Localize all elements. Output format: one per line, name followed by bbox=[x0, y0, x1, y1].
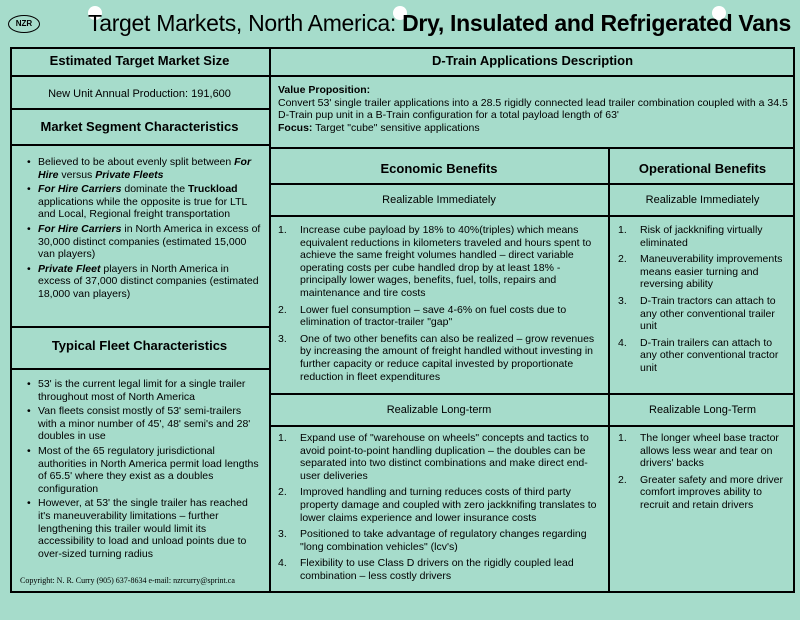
econ-longterm-item: Flexibility to use Class D drivers on the rigidly coupled lead combination – less costly drivers bbox=[300, 557, 574, 582]
divider bbox=[10, 326, 270, 328]
segment-list bbox=[22, 156, 262, 303]
oper-title: Operational Benefits bbox=[638, 161, 767, 176]
segment-item: • For Hire Carriers dominate the Truckload applications while the opposite is true for LTL and Local, Regional freight transportation bbox=[38, 183, 262, 221]
oper-immediate-item: Risk of jackknifing virtually eliminated bbox=[640, 224, 763, 249]
oper-immediate-label: Realizable Immediately bbox=[645, 194, 760, 206]
econ-longterm-list bbox=[278, 432, 600, 587]
oper-immediate-item: D-Train trailers can attach to any other conventional tractor unit bbox=[640, 336, 779, 374]
divider bbox=[10, 75, 795, 77]
production-value: New Unit Annual Production: 191,600 bbox=[48, 88, 231, 100]
econ-immediate-list bbox=[278, 224, 600, 387]
value-proposition: Value Proposition: Convert 53' single trailer applications into a 28.5 rigidly connected lead trailer combination coupled with a 34.5 D-Train pup unit in a B-Train configuration for a total payload length of 63' Focus: Target "cube" sensitive applications bbox=[278, 84, 788, 134]
column-divider bbox=[608, 147, 610, 593]
oper-longterm-item: The longer wheel base tractor allows less wear and tear on drivers' backs bbox=[640, 432, 779, 470]
segment-item: • For Hire Carriers in North America in excess of 30,000 distinct companies (estimated 15,000 van players) bbox=[38, 223, 262, 261]
fleet-item: • 53' is the current legal limit for a single trailer throughout most of North America bbox=[38, 378, 262, 403]
divider bbox=[10, 144, 270, 146]
fleet-title: Typical Fleet Characteristics bbox=[51, 338, 228, 353]
divider bbox=[270, 147, 795, 149]
oper-immediate-item: D-Train tractors can attach to any other conventional trailer unit bbox=[640, 294, 776, 333]
divider bbox=[270, 393, 795, 395]
divider bbox=[270, 215, 795, 217]
oper-longterm-item: Greater safety and more driver comfort improves ability to recruit and retain drivers bbox=[640, 473, 783, 511]
econ-longterm-item: Improved handling and turning reduces costs of third party property damage and coupled with zero jackknifing translates to lower claims experience and lower insurance costs bbox=[300, 486, 597, 524]
size-title: Estimated Target Market Size bbox=[49, 53, 230, 68]
econ-longterm-label: Realizable Long-term bbox=[386, 404, 492, 416]
econ-title: Economic Benefits bbox=[380, 161, 498, 176]
fleet-item: • However, at 53' the single trailer has reached it's maneuverability limitations – further lengthening this trailer would limit its accessibility to load and unload points due to over-sized turning radius bbox=[38, 497, 262, 560]
segment-item: • Private Fleet players in North America in excess of 37,000 distinct companies (estimated 18,000 van players) bbox=[38, 263, 262, 301]
divider bbox=[10, 108, 270, 110]
fleet-list bbox=[22, 378, 262, 562]
oper-longterm-list bbox=[618, 432, 788, 516]
divider bbox=[10, 368, 270, 370]
copyright: Copyright: N. R. Curry (905) 637-8634 e-mail: nzrcurry@sprint.ca bbox=[20, 576, 235, 585]
segment-title: Market Segment Characteristics bbox=[40, 119, 239, 134]
segment-item: • Believed to be about evenly split between For Hire versus Private Fleets bbox=[38, 156, 262, 181]
dtrain-title: D-Train Applications Description bbox=[431, 53, 634, 68]
page-title: Target Markets, North America: Dry, Insulated and Refrigerated Vans bbox=[88, 10, 791, 36]
fleet-item: • Most of the 65 regulatory jurisdictional authorities in North America permit load lengths of 65.5' where they exist as a doubles configuration bbox=[38, 445, 262, 495]
econ-immediate-item: One of two other benefits can also be realized – grow revenues by increasing the amount of freight handled without investing in further capacity or reduce capital invested by proportionate reduction in fleet expenditures bbox=[300, 332, 595, 383]
oper-longterm-label: Realizable Long-Term bbox=[649, 404, 756, 416]
column-divider bbox=[269, 47, 271, 593]
econ-immediate-label: Realizable Immediately bbox=[382, 194, 496, 206]
econ-immediate-item: Increase cube payload by 18% to 40%(triples) which means equivalent reductions in kilometers traveled and hours spent to achieve the same freight volumes handled – direct variable operating costs per cube handled drop by at least 18% - principally lower wages, benefits, fuel, tolls, repairs and maintenance and tire costs bbox=[300, 224, 592, 299]
oper-immediate-list bbox=[618, 224, 788, 379]
oper-immediate-item: Maneuverability improvements means easier turning and reversing ability bbox=[640, 253, 783, 291]
company-logo: NZR bbox=[8, 15, 40, 33]
econ-immediate-item: Lower fuel consumption – save 4-6% on fuel costs due to elimination of tractor-trailer "gap" bbox=[300, 303, 567, 329]
divider bbox=[270, 425, 795, 427]
econ-longterm-item: Expand use of "warehouse on wheels" concepts and tactics to avoid point-to-point handling duplication – the doubles can be separated into two distinct combinations and make direct end-user deliveries bbox=[300, 432, 589, 482]
econ-longterm-item: Positioned to take advantage of regulatory changes regarding "long combination vehicles" (lcv's) bbox=[300, 528, 587, 553]
fleet-item: • Van fleets consist mostly of 53' semi-trailers with a minor number of 45', 48' semi's and 28' doubles in use bbox=[38, 405, 262, 443]
divider bbox=[270, 183, 795, 185]
